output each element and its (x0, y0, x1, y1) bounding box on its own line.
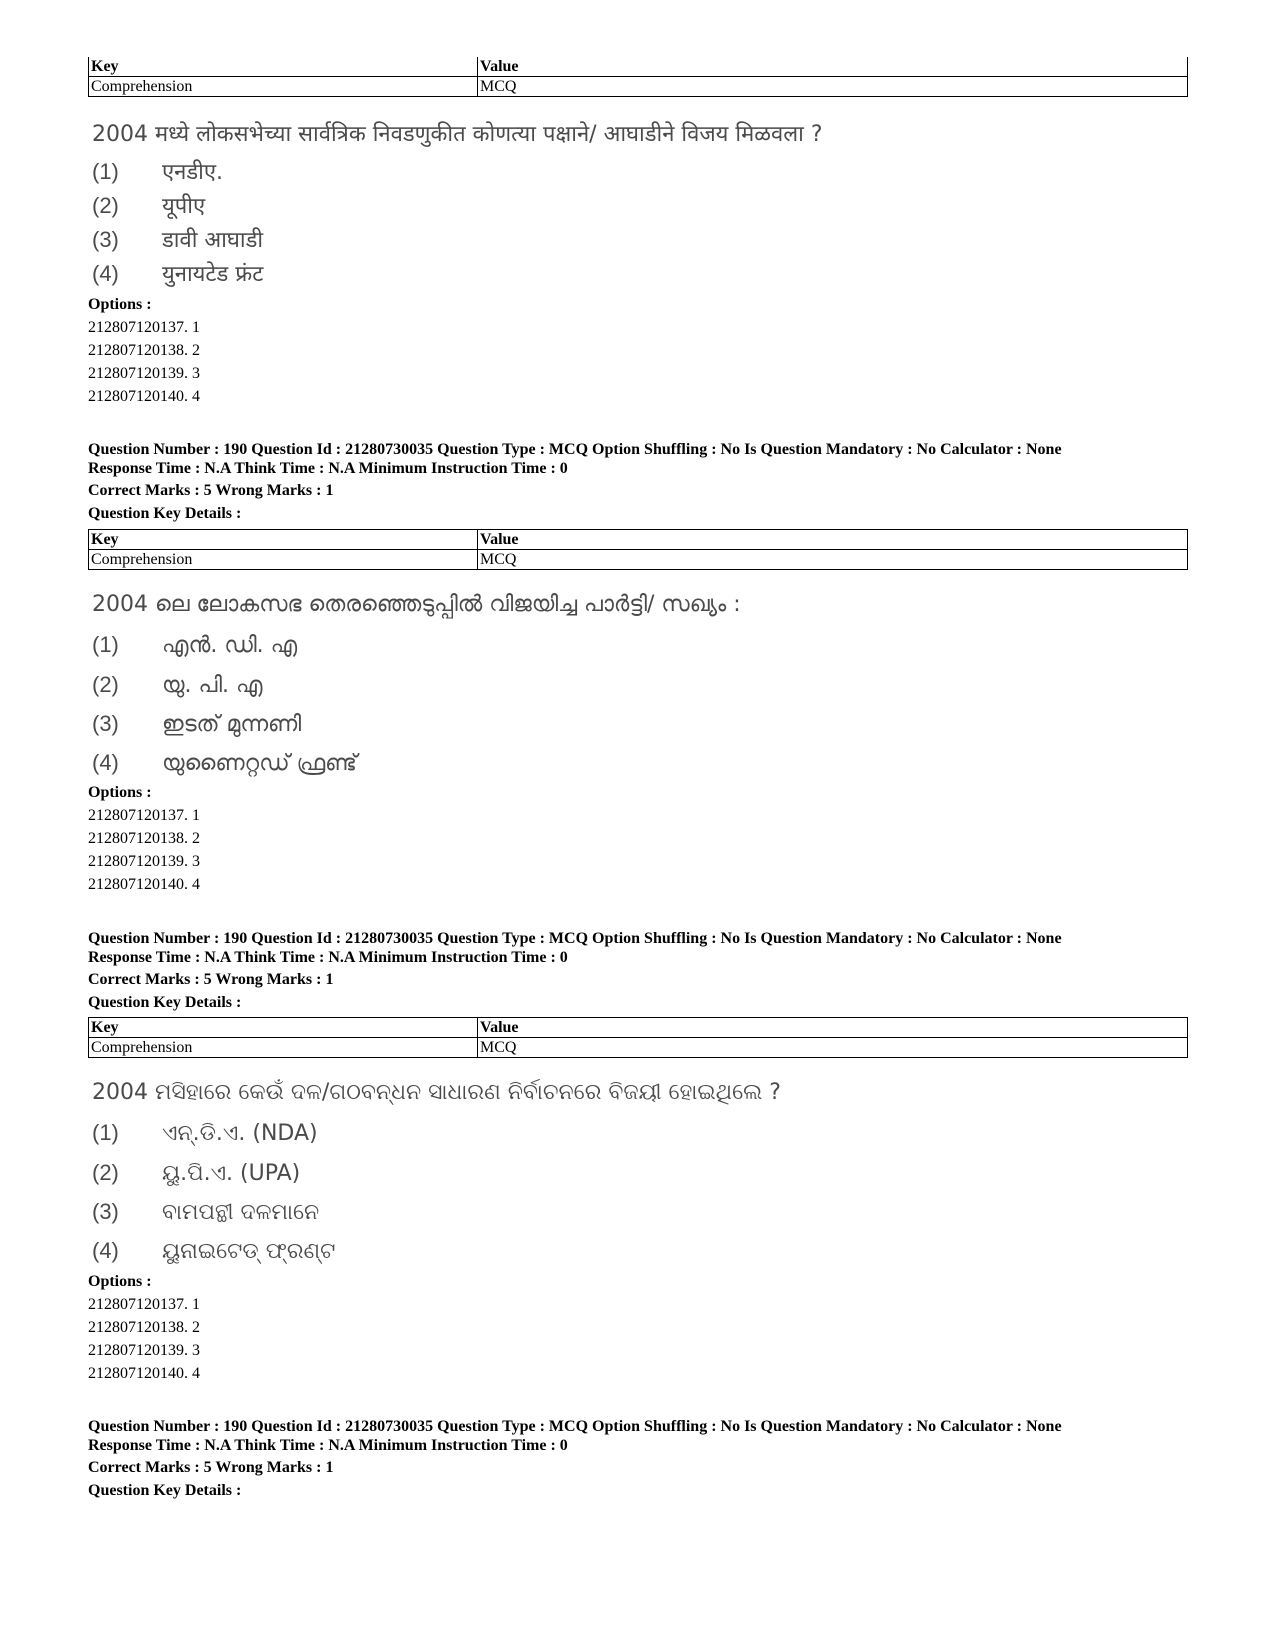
options-label: Options : (88, 1273, 152, 1290)
choice-number: (2) (92, 193, 119, 218)
choice-3 (92, 711, 301, 737)
choice-4 (92, 258, 263, 288)
choice-number: (3) (92, 227, 119, 252)
value-header: Value (478, 57, 1188, 77)
choice-text: डावी आघाडी (162, 228, 264, 253)
option-id: 212807120140. 4 (88, 388, 200, 405)
choice-1 (92, 632, 297, 658)
choice-4 (92, 1238, 335, 1264)
meta-line-1: Question Number : 190 Question Id : 21280730035 Question Type : MCQ Option Shuffling : No Is Question Mandatory : No Calculator : None (88, 930, 1062, 947)
option-id: 212807120140. 4 (88, 876, 200, 893)
choice-number: (2) (92, 1160, 119, 1185)
value-header: Value (478, 530, 1188, 550)
key-cell: Comprehension (89, 1038, 478, 1058)
marks-line: Correct Marks : 5 Wrong Marks : 1 (88, 1459, 334, 1476)
question-meta (88, 440, 1198, 478)
choice-number: (2) (92, 672, 119, 697)
choice-2 (92, 672, 263, 698)
meta-line-1: Question Number : 190 Question Id : 21280730035 Question Type : MCQ Option Shuffling : No Is Question Mandatory : No Calculator : None (88, 441, 1062, 458)
choice-2 (92, 1160, 300, 1186)
option-id: 212807120138. 2 (88, 342, 200, 359)
key-details-label: Question Key Details : (88, 1482, 242, 1499)
choice-number: (1) (92, 632, 119, 657)
meta-line-2: Response Time : N.A Think Time : N.A Minimum Instruction Time : 0 (88, 949, 568, 966)
choice-number: (1) (92, 159, 119, 184)
options-label: Options : (88, 296, 152, 313)
choice-number: (4) (92, 261, 119, 286)
key-details-label: Question Key Details : (88, 994, 242, 1011)
option-id: 212807120139. 3 (88, 853, 200, 870)
key-header: Key (89, 530, 478, 550)
option-id: 212807120138. 2 (88, 830, 200, 847)
choice-number: (3) (92, 1199, 119, 1224)
question-text: 2004 मध्ये लोकसभेच्या सार्वत्रिक निवडणुकीत कोणत्या पक्षाने/ आघाडीने विजय मिळवला ? (92, 122, 823, 147)
key-header: Key (89, 1018, 478, 1038)
value-header: Value (478, 1018, 1188, 1038)
choice-text: ଏନ୍.ଡି.ଏ. (NDA) (162, 1121, 318, 1146)
choice-1 (92, 1120, 318, 1146)
option-id: 212807120140. 4 (88, 1365, 200, 1382)
choice-number: (1) (92, 1120, 119, 1145)
question-key-table (88, 57, 1188, 97)
choice-2 (92, 190, 205, 220)
meta-line-2: Response Time : N.A Think Time : N.A Minimum Instruction Time : 0 (88, 1437, 568, 1454)
key-header: Key (89, 57, 478, 77)
option-id: 212807120139. 3 (88, 365, 200, 382)
question-key-table (88, 529, 1188, 570)
choice-text: ବାମପନ୍ଥୀ ଦଳମାନେ (162, 1200, 320, 1225)
choice-1 (92, 156, 223, 186)
choice-text: युनायटेड फ्रंट (162, 262, 264, 287)
option-id: 212807120139. 3 (88, 1342, 200, 1359)
choice-number: (3) (92, 711, 119, 736)
marks-line: Correct Marks : 5 Wrong Marks : 1 (88, 971, 334, 988)
question-meta (88, 1417, 1198, 1455)
option-id: 212807120138. 2 (88, 1319, 200, 1336)
question-meta (88, 929, 1198, 967)
question-text: 2004 ମସିହାରେ କେଉଁ ଦଳ/ଗଠବନ୍ଧନ ସାଧାରଣ ନିର୍ବାଚନରେ ବିଜୟୀ ହୋଇଥିଲେ ? (92, 1080, 781, 1105)
meta-line-2: Response Time : N.A Think Time : N.A Minimum Instruction Time : 0 (88, 460, 568, 477)
choice-3 (92, 1199, 319, 1225)
value-cell: MCQ (478, 77, 1188, 97)
value-cell: MCQ (478, 550, 1188, 570)
meta-line-1: Question Number : 190 Question Id : 21280730035 Question Type : MCQ Option Shuffling : No Is Question Mandatory : No Calculator : None (88, 1418, 1062, 1435)
value-cell: MCQ (478, 1038, 1188, 1058)
choice-text: यूपीए (162, 194, 206, 219)
choice-text: യുണൈറ്റഡ് ഫ്രണ്ട് (162, 751, 357, 776)
choice-text: ୟୁ.ପି.ଏ. (UPA) (162, 1161, 301, 1186)
question-text: 2004 ലെ ലോകസഭ തെരഞ്ഞെടുപ്പിൽ വിജയിച്ച പാർട്ടി/ സഖ്യം : (92, 592, 741, 617)
option-id: 212807120137. 1 (88, 319, 200, 336)
key-cell: Comprehension (89, 550, 478, 570)
choice-text: एनडीए. (162, 160, 224, 185)
choice-number: (4) (92, 750, 119, 775)
option-id: 212807120137. 1 (88, 807, 200, 824)
choice-text: ୟୁନାଇଟେଡ୍ ଫ୍ରଣ୍ଟ (162, 1239, 336, 1264)
choice-number: (4) (92, 1238, 119, 1263)
question-image-malayalam (92, 592, 1092, 782)
key-cell: Comprehension (89, 77, 478, 97)
choice-4 (92, 750, 357, 776)
options-label: Options : (88, 784, 152, 801)
option-id: 212807120137. 1 (88, 1296, 200, 1313)
key-details-label: Question Key Details : (88, 505, 242, 522)
question-key-table (88, 1017, 1188, 1058)
choice-text: ഇടത് മുന്നണി (162, 712, 302, 737)
choice-text: യു. പി. എ (162, 673, 263, 698)
marks-line: Correct Marks : 5 Wrong Marks : 1 (88, 482, 334, 499)
choice-3 (92, 224, 263, 254)
question-image-marathi (92, 118, 1092, 298)
choice-text: എൻ. ഡി. എ (162, 633, 298, 658)
question-image-odia (92, 1080, 1092, 1270)
